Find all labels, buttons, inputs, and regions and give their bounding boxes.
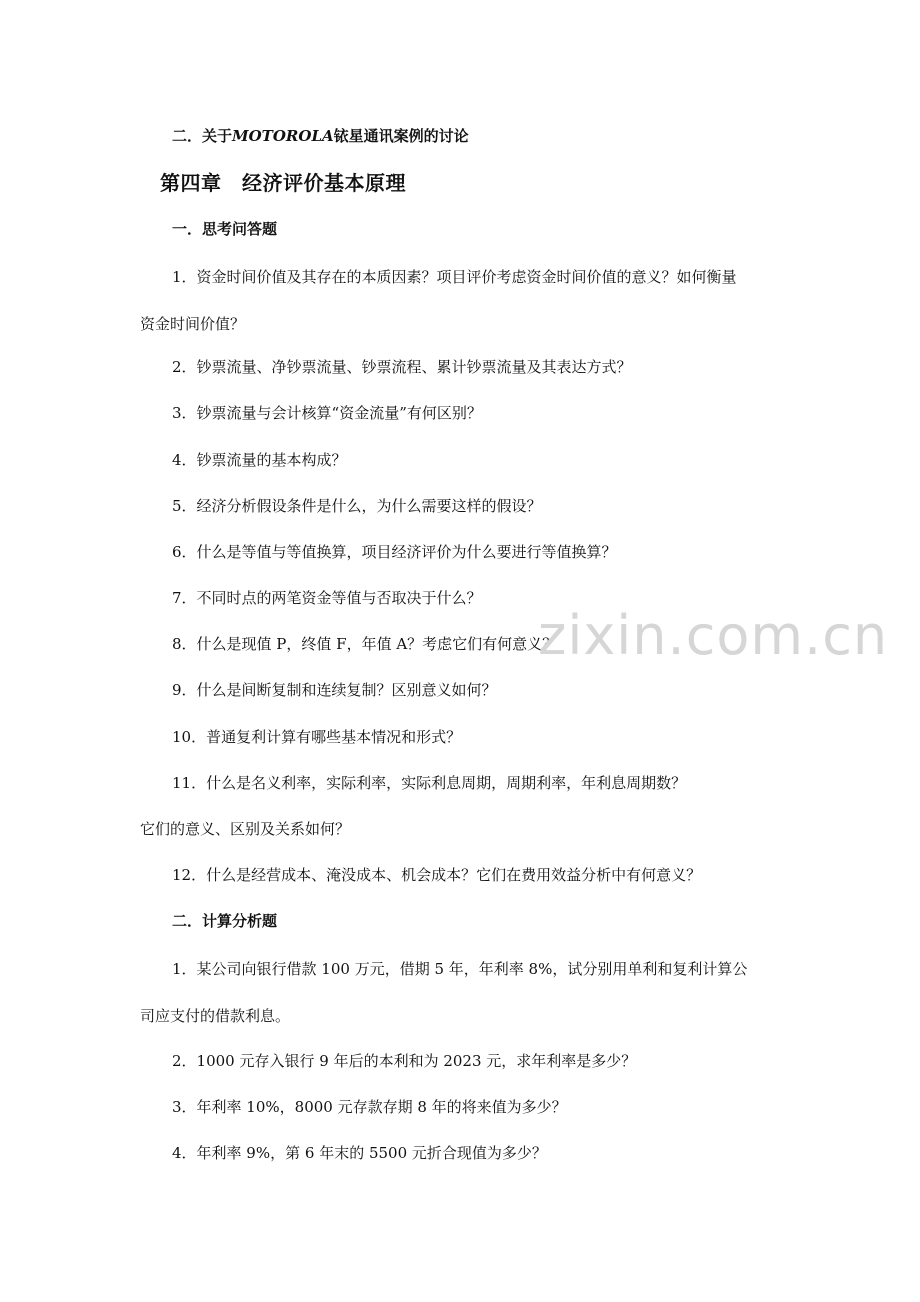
question-line: 7．不同时点的两笔资金等值与否取决于什么？: [172, 589, 482, 607]
section-two-title: [172, 126, 469, 146]
question-line: 12．什么是经营成本、淹没成本、机会成本？它们在费用效益分析中有何意义？: [172, 866, 702, 884]
question-line: 1．资金时间价值及其存在的本质因素？项目评价考虑资金时间价值的意义？如何衡量: [172, 268, 737, 286]
calc-question-line: 4．年利率 9%，第 6 年末的 5500 元折合现值为多少？: [172, 1144, 547, 1162]
question-line: 6．什么是等值与等值换算，项目经济评价为什么要进行等值换算？: [172, 543, 617, 561]
question-line: 10．普通复利计算有哪些基本情况和形式？: [172, 728, 462, 746]
calc-question-line: 司应支付的借款利息。: [140, 1007, 291, 1025]
question-line: 8．什么是现值 P，终值 F，年值 A？考虑它们有何意义？: [172, 635, 558, 653]
question-line: 资金时间价值？: [140, 315, 246, 333]
section-two-prefix: 二．关于: [172, 127, 233, 145]
question-line: 4．钞票流量的基本构成？: [172, 451, 347, 469]
question-line: 11．什么是名义利率，实际利率，实际利息周期，周期利率，年利息周期数？: [172, 774, 687, 792]
question-line: 3．钞票流量与会计核算“资金流量”有何区别？: [172, 404, 482, 422]
chapter-title: 第四章 经济评价基本原理: [160, 171, 406, 195]
part-one-title: 一．思考问答题: [172, 220, 278, 238]
question-line: 它们的意义、区别及关系如何？: [140, 820, 351, 838]
question-line: 9．什么是间断复制和连续复制？区别意义如何？: [172, 681, 497, 699]
calc-question-line: 3．年利率 10%，8000 元存款存期 8 年的将来值为多少？: [172, 1098, 567, 1116]
calc-question-line: 2．1000 元存入银行 9 年后的本利和为 2023 元，求年利率是多少？: [172, 1052, 637, 1070]
question-line: 5．经济分析假设条件是什么，为什么需要这样的假设？: [172, 497, 542, 515]
section-two-brand: MOTOROLA: [232, 127, 334, 145]
calc-question-line: 1．某公司向银行借款 100 万元，借期 5 年，年利率 8%，试分别用单利和复利计算公: [172, 960, 748, 978]
watermark: zixin.com.cn: [538, 604, 889, 667]
section-two-suffix: 铱星通讯案例的讨论: [333, 127, 469, 145]
part-two-title: 二．计算分析题: [172, 912, 278, 930]
question-line: 2．钞票流量、净钞票流量、钞票流程、累计钞票流量及其表达方式？: [172, 358, 632, 376]
